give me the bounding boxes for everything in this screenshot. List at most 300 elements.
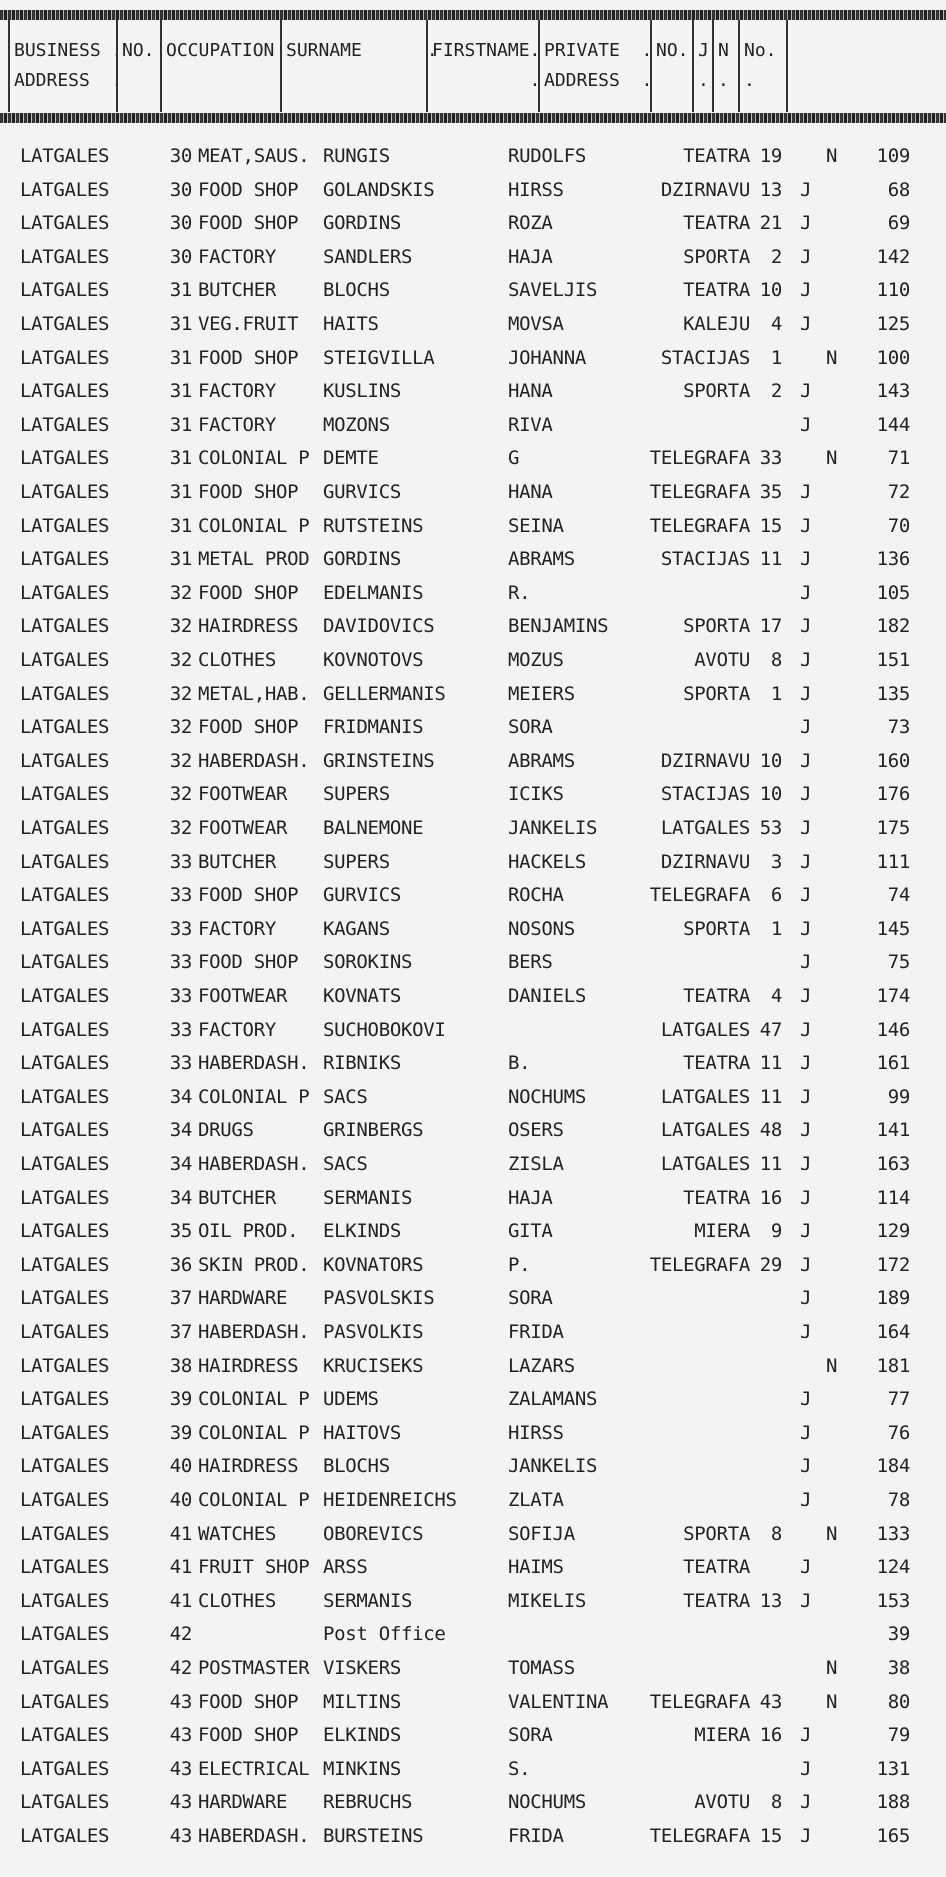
cell-private-address: SPORTA [683,682,750,705]
cell-occupation: HARDWARE [198,1791,288,1814]
cell-j: J [800,1153,812,1175]
cell-no: 32 [169,615,192,638]
cell-j: J [800,380,812,403]
cell-occupation: WATCHES [198,1522,276,1545]
cell-firstname: BERS [508,951,553,974]
table-row [0,174,946,206]
cell-private-no: 21 [759,212,782,235]
cell-surname: SANDLERS [323,245,413,268]
cell-private-no: 11 [759,1085,782,1108]
cell-private-no: 47 [759,1018,782,1041]
table-row [0,1249,946,1281]
cell-surname: ARSS [323,1556,368,1579]
cell-surname: VISKERS [323,1657,401,1679]
cell-occupation: HAIRDRESS [198,1455,299,1478]
cell-surname: MOZONS [323,413,390,436]
cell-private-no: 10 [759,783,782,806]
cell-firstname: ABRAMS [508,548,575,571]
cell-surname: ELKINDS [323,1220,401,1243]
cell-surname: ELKINDS [323,1724,401,1747]
cell-surname: BLOCHS [323,1455,390,1478]
cell-firstname: FRIDA [508,1825,564,1847]
cell-no: 30 [169,145,192,167]
cell-j: J [800,1489,812,1511]
cell-number: 109 [876,145,910,167]
cell-private-address: DZIRNAVU [660,850,750,873]
cell-private-no: 33 [759,447,782,470]
cell-number: 174 [876,985,910,1007]
cell-j: J [800,481,812,503]
cell-business-address: LATGALES [20,145,110,167]
cell-occupation: COLONIAL P [198,447,310,470]
cell-business-address: LATGALES [20,817,110,839]
cell-surname: SERMANIS [323,1186,413,1209]
cell-no: 32 [169,817,192,839]
cell-no: 42 [169,1623,192,1646]
cell-number: 133 [876,1522,910,1545]
cell-occupation: FOOD SHOP [198,884,299,907]
cell-occupation: FACTORY [198,413,276,436]
cell-j: J [800,245,812,268]
table-row [0,1148,946,1180]
cell-number: 39 [887,1623,910,1646]
cell-business-address: LATGALES [20,1421,110,1444]
cell-surname: RIBNIKS [323,1052,401,1075]
table-row [0,745,946,777]
header-rule-top [0,10,946,20]
header-j: J . [692,20,712,112]
cell-private-no: 19 [759,145,782,167]
cell-j: J [800,649,812,671]
cell-private-no: 1 [770,682,782,705]
cell-business-address: LATGALES [20,917,110,940]
table-row [0,1047,946,1079]
cell-no: 31 [169,346,192,369]
cell-number: 153 [876,1589,910,1612]
cell-number: 176 [876,783,910,806]
cell-firstname: ICIKS [508,783,564,806]
cell-private-no: 16 [759,1186,782,1209]
cell-number: 77 [887,1388,910,1411]
cell-surname: GELLERMANIS [323,682,446,705]
cell-private-address: TEATRA [683,145,750,167]
cell-surname: SERMANIS [323,1589,413,1612]
cell-private-address: STACIJAS [660,346,750,369]
cell-occupation: FACTORY [198,1018,276,1041]
cell-firstname: B. [508,1052,531,1075]
cell-firstname: ROCHA [508,884,564,907]
table-row [0,1820,946,1852]
cell-number: 71 [887,447,910,470]
cell-j: J [800,548,812,571]
cell-occupation: HABERDASH. [198,1153,310,1175]
cell-occupation: HABERDASH. [198,1321,310,1343]
cell-j: J [800,1321,812,1343]
table-row [0,846,946,878]
cell-firstname: HANA [508,380,553,403]
cell-no: 43 [169,1791,192,1814]
cell-firstname: HIRSS [508,178,564,201]
table-row [0,711,946,743]
cell-number: 80 [887,1690,910,1713]
cell-private-address: TELEGRAFA [649,481,750,503]
cell-firstname: HIRSS [508,1421,564,1444]
cell-private-no: 4 [770,985,782,1007]
cell-private-no: 15 [759,514,782,537]
cell-number: 136 [876,548,910,571]
cell-firstname: BENJAMINS [508,615,609,638]
table-row [0,140,946,172]
cell-firstname: MIKELIS [508,1589,586,1612]
cell-business-address: LATGALES [20,1354,110,1377]
cell-number: 78 [887,1489,910,1511]
cell-firstname: G [508,447,520,470]
cell-firstname: TOMASS [508,1657,575,1679]
cell-j: J [800,1253,812,1276]
cell-business-address: LATGALES [20,514,110,537]
cell-number: 163 [876,1153,910,1175]
cell-no: 37 [169,1321,192,1343]
cell-no: 31 [169,514,192,537]
cell-no: 34 [169,1085,192,1108]
cell-no: 31 [169,380,192,403]
cell-number: 189 [876,1287,910,1310]
cell-firstname: HACKELS [508,850,586,873]
cell-surname: GRINBERGS [323,1119,424,1142]
cell-surname: HEIDENREICHS [323,1489,457,1511]
cell-surname: KOVNATORS [323,1253,424,1276]
cell-private-no: 8 [770,649,782,671]
cell-number: 100 [876,346,910,369]
cell-private-no: 3 [770,850,782,873]
cell-j: J [800,1421,812,1444]
cell-surname: GURVICS [323,481,401,503]
cell-surname: HAITS [323,313,379,335]
cell-business-address: LATGALES [20,481,110,503]
cell-j: J [800,884,812,907]
cell-firstname: ZLATA [508,1489,564,1511]
table-row [0,1316,946,1348]
cell-occupation: COLONIAL P [198,1085,310,1108]
cell-surname: RUNGIS [323,145,390,167]
cell-surname: MILTINS [323,1690,401,1713]
cell-private-no: 35 [759,481,782,503]
cell-firstname: SEINA [508,514,564,537]
table-row [0,274,946,306]
cell-private-no: 1 [770,917,782,940]
cell-j: J [800,1791,812,1814]
cell-private-no: 11 [759,1153,782,1175]
cell-no: 41 [169,1556,192,1579]
cell-no: 30 [169,178,192,201]
cell-business-address: LATGALES [20,346,110,369]
table-row [0,1786,946,1818]
cell-occupation: FRUIT SHOP [198,1556,310,1579]
cell-business-address: LATGALES [20,1153,110,1175]
cell-surname: KOVNOTOVS [323,649,424,671]
cell-business-address: LATGALES [20,178,110,201]
cell-occupation: VEG.FRUIT [198,313,299,335]
cell-firstname: P. [508,1253,531,1276]
table-row [0,1719,946,1751]
cell-private-address: LATGALES [660,1018,750,1041]
cell-j: J [800,850,812,873]
cell-business-address: LATGALES [20,1220,110,1243]
cell-no: 32 [169,649,192,671]
cell-private-no: 29 [759,1253,782,1276]
cell-number: 160 [876,749,910,772]
table-row [0,946,946,978]
cell-number: 111 [876,850,910,873]
cell-business-address: LATGALES [20,413,110,436]
cell-occupation: FOOD SHOP [198,1690,299,1713]
cell-firstname: MOZUS [508,649,564,671]
table-row [0,1450,946,1482]
cell-firstname: JANKELIS [508,817,598,839]
cell-j: J [800,313,812,335]
cell-n: N [826,145,838,167]
cell-no: 41 [169,1589,192,1612]
cell-business-address: LATGALES [20,1791,110,1814]
cell-j: J [800,1825,812,1847]
cell-firstname: HANA [508,481,553,503]
cell-business-address: LATGALES [20,783,110,806]
cell-number: 68 [887,178,910,201]
cell-j: J [800,749,812,772]
cell-private-no: 17 [759,615,782,638]
cell-business-address: LATGALES [20,1186,110,1209]
cell-business-address: LATGALES [20,1321,110,1343]
cell-no: 40 [169,1489,192,1511]
cell-private-address: TELEGRAFA [649,1253,750,1276]
cell-surname: REBRUCHS [323,1791,413,1814]
cell-firstname: JANKELIS [508,1455,598,1478]
cell-occupation: CLOTHES [198,649,276,671]
cell-no: 32 [169,682,192,705]
cell-occupation: FOOTWEAR [198,783,288,806]
cell-private-address: DZIRNAVU [660,749,750,772]
header-rule-bottom [0,113,946,123]
cell-business-address: LATGALES [20,1724,110,1747]
cell-occupation: FOOD SHOP [198,581,299,604]
table-row [0,476,946,508]
cell-firstname: SAVELJIS [508,279,598,302]
cell-number: 164 [876,1321,910,1343]
cell-private-address: SPORTA [683,380,750,403]
cell-j: J [800,1388,812,1411]
header-business-address: BUSINESS . ADDRESS . [8,20,116,112]
cell-private-no: 48 [759,1119,782,1142]
cell-private-address: TEATRA [683,279,750,302]
cell-private-address: MIERA [694,1220,750,1243]
cell-surname: Post Office [323,1623,446,1646]
cell-j: J [800,1757,812,1780]
cell-surname: PASVOLKIS [323,1321,424,1343]
cell-occupation: FOOD SHOP [198,178,299,201]
cell-occupation: CLOTHES [198,1589,276,1612]
cell-business-address: LATGALES [20,649,110,671]
cell-number: 124 [876,1556,910,1579]
cell-business-address: LATGALES [20,716,110,739]
cell-firstname: SORA [508,716,553,739]
cell-business-address: LATGALES [20,1522,110,1545]
cell-occupation: SKIN PROD. [198,1253,310,1276]
cell-no: 43 [169,1724,192,1747]
cell-private-address: DZIRNAVU [660,178,750,201]
cell-firstname: SORA [508,1724,553,1747]
cell-firstname: SOFIJA [508,1522,575,1545]
cell-occupation: DRUGS [198,1119,254,1142]
cell-number: 99 [887,1085,910,1108]
cell-occupation: FOOTWEAR [198,817,288,839]
cell-occupation: HARDWARE [198,1287,288,1310]
cell-business-address: LATGALES [20,850,110,873]
cell-business-address: LATGALES [20,1052,110,1075]
cell-number: 184 [876,1455,910,1478]
cell-private-address: TEATRA [683,1556,750,1579]
cell-private-address: TELEGRAFA [649,1690,750,1713]
cell-private-address: SPORTA [683,917,750,940]
cell-no: 39 [169,1421,192,1444]
cell-private-address: TELEGRAFA [649,884,750,907]
cell-j: J [800,279,812,302]
cell-no: 31 [169,313,192,335]
cell-number: 175 [876,817,910,839]
cell-business-address: LATGALES [20,1253,110,1276]
cell-number: 131 [876,1757,910,1780]
cell-occupation: FACTORY [198,380,276,403]
cell-no: 30 [169,245,192,268]
cell-n: N [826,346,838,369]
cell-firstname: NOCHUMS [508,1791,586,1814]
cell-no: 39 [169,1388,192,1411]
cell-number: 146 [876,1018,910,1041]
table-row [0,1518,946,1550]
cell-number: 142 [876,245,910,268]
cell-j: J [800,1052,812,1075]
cell-occupation: FOOD SHOP [198,212,299,235]
table-row [0,678,946,710]
cell-private-address: TELEGRAFA [649,447,750,470]
cell-number: 125 [876,313,910,335]
cell-firstname: ROZA [508,212,553,235]
cell-surname: DAVIDOVICS [323,615,435,638]
table-row [0,442,946,474]
cell-occupation: BUTCHER [198,850,276,873]
cell-firstname: ABRAMS [508,749,575,772]
cell-private-address: LATGALES [660,1153,750,1175]
cell-occupation: COLONIAL P [198,1388,310,1411]
table-row [0,1350,946,1382]
cell-no: 43 [169,1757,192,1780]
cell-occupation: FOOD SHOP [198,716,299,739]
cell-business-address: LATGALES [20,1757,110,1780]
cell-private-no: 11 [759,1052,782,1075]
cell-private-address: TEATRA [683,212,750,235]
cell-no: 32 [169,716,192,739]
cell-firstname: S. [508,1757,531,1780]
cell-j: J [800,178,812,201]
cell-occupation: HABERDASH. [198,749,310,772]
cell-j: J [800,1455,812,1478]
cell-business-address: LATGALES [20,951,110,974]
cell-surname: BLOCHS [323,279,390,302]
cell-surname: GOLANDSKIS [323,178,435,201]
cell-no: 34 [169,1153,192,1175]
cell-private-no: 4 [770,313,782,335]
header-n: N . [712,20,738,112]
cell-j: J [800,917,812,940]
cell-number: 143 [876,380,910,403]
cell-surname: UDEMS [323,1388,379,1411]
cell-occupation: METAL,HAB. [198,682,310,705]
table-row [0,610,946,642]
header-private-address: PRIVATE . ADDRESS . [538,20,650,112]
cell-number: 182 [876,615,910,638]
cell-j: J [800,1589,812,1612]
table-row [0,1753,946,1785]
cell-j: J [800,951,812,974]
table-row [0,1282,946,1314]
cell-occupation: ELECTRICAL [198,1757,310,1780]
cell-n: N [826,1690,838,1713]
cell-number: 75 [887,951,910,974]
header-number: No. . [738,20,788,112]
cell-private-no: 2 [770,245,782,268]
table-row [0,980,946,1012]
table-row [0,1686,946,1718]
cell-j: J [800,1018,812,1041]
table-row [0,1417,946,1449]
cell-number: 172 [876,1253,910,1276]
cell-surname: STEIGVILLA [323,346,435,369]
cell-firstname: SORA [508,1287,553,1310]
cell-business-address: LATGALES [20,1287,110,1310]
cell-occupation: OIL PROD. [198,1220,299,1243]
cell-private-no: 10 [759,279,782,302]
cell-number: 114 [876,1186,910,1209]
table-header [8,20,938,112]
cell-occupation: HAIRDRESS [198,615,299,638]
table-row [0,812,946,844]
cell-private-address: AVOTU [694,1791,750,1814]
cell-no: 30 [169,212,192,235]
cell-j: J [800,413,812,436]
cell-firstname: NOCHUMS [508,1085,586,1108]
cell-surname: HAITOVS [323,1421,401,1444]
cell-j: J [800,716,812,739]
cell-private-address: LATGALES [660,1085,750,1108]
cell-business-address: LATGALES [20,245,110,268]
table-row [0,510,946,542]
cell-business-address: LATGALES [20,1388,110,1411]
cell-firstname: ZALAMANS [508,1388,598,1411]
cell-business-address: LATGALES [20,884,110,907]
cell-surname: SUPERS [323,783,390,806]
cell-no: 33 [169,1052,192,1075]
header-surname: SURNAME . [280,20,426,112]
cell-private-no: 1 [770,346,782,369]
cell-private-no: 43 [759,1690,782,1713]
cell-business-address: LATGALES [20,1018,110,1041]
cell-no: 42 [169,1657,192,1679]
cell-n: N [826,1354,838,1377]
cell-number: 70 [887,514,910,537]
cell-business-address: LATGALES [20,682,110,705]
table-row [0,879,946,911]
table-row [0,778,946,810]
cell-surname: BURSTEINS [323,1825,424,1847]
